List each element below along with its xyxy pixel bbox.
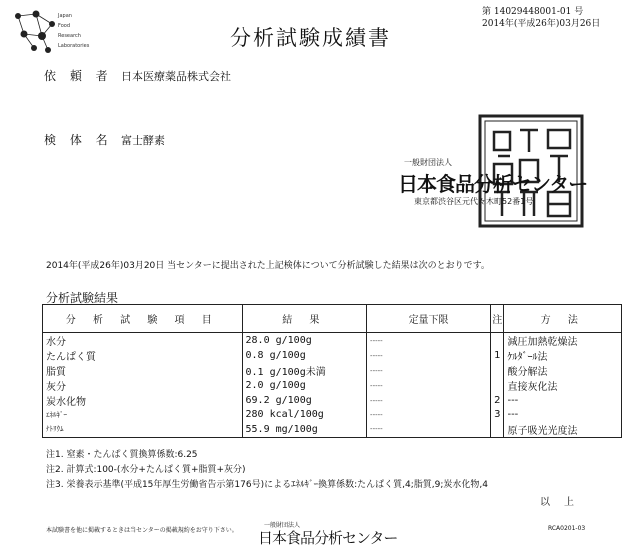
row-limit: ----- [367,348,491,363]
table-row [43,363,622,378]
client-value: 日本医療薬品株式会社 [121,70,231,83]
row-item: ｴﾈﾙｷﾞｰ [43,408,243,422]
row-item: 灰分 [43,378,243,393]
row-result: 280 kcal/100g [242,408,367,422]
row-note: 3 [491,408,504,422]
row-item: ﾅﾄﾘｳﾑ [43,422,243,438]
row-note [491,333,504,349]
row-note [491,363,504,378]
table-row [43,333,622,349]
footer-form-code: RCA0201-03 [548,525,586,532]
header-note: 注 [491,305,504,333]
document-number-block [482,6,600,30]
table-row [43,393,622,408]
footnote-3: 注3. 栄養表示基準(平成15年厚生労働省告示第176号)によるｴﾈﾙｷﾞｰ換算係数:たんぱく質,4;脂質,9;炭水化物,4 [46,480,488,490]
sample-label: 検 体 名 [44,133,113,147]
row-item: 脂質 [43,363,243,378]
row-method: --- [504,408,622,422]
table-row [43,422,622,438]
header-limit: 定量下限 [367,305,491,333]
footnote-2: 注2. 計算式:100-(水分+たんぱく質+脂質+灰分) [46,465,246,475]
footer-notice: 本試験書を他に掲載するときは当センターの掲載規約をお守り下さい。 [46,527,238,534]
header-result: 結 果 [242,305,367,333]
row-method: ｹﾙﾀﾞｰﾙ法 [504,348,622,363]
row-limit: ----- [367,363,491,378]
issuer-address: 東京都渋谷区元代々木町52番1号 [414,197,534,206]
row-item: 炭水化物 [43,393,243,408]
row-limit: ----- [367,378,491,393]
statement-text: 2014年(平成26年)03月20日 当センターに提出された上記検体について分析試験した結果は次のとおりです。 [46,261,490,271]
row-limit: ----- [367,393,491,408]
sample-value: 富士酵素 [121,134,165,147]
row-result: 0.8 g/100g [242,348,367,363]
client-label: 依 頼 者 [44,69,113,83]
table-row [43,408,622,422]
row-limit: ----- [367,422,491,438]
row-result: 69.2 g/100g [242,393,367,408]
footnote-1: 注1. 窒素・たんぱく質換算係数:6.25 [46,450,198,460]
end-mark: 以上 [540,497,588,508]
row-method: --- [504,393,622,408]
row-method: 減圧加熱乾燥法 [504,333,622,349]
logo-org-name: Japan Food Research Laboratories [58,13,90,49]
header-method: 方 法 [504,305,622,333]
row-note [491,422,504,438]
table-row [43,348,622,363]
row-note: 2 [491,393,504,408]
row-limit: ----- [367,408,491,422]
row-limit: ----- [367,333,491,349]
results-table [42,304,622,438]
row-result: 28.0 g/100g [242,333,367,349]
footer-org-name: 日本食品分析センター [258,529,398,547]
results-header-row [43,305,622,333]
document-title: 分析試験成績書 [230,26,391,50]
row-note [491,378,504,393]
table-row [43,378,622,393]
row-result: 2.0 g/100g [242,378,367,393]
issuer-type: 一般財団法人 [404,158,452,167]
document-date: 2014年(平成26年)03月26日 [482,19,601,29]
row-method: 酸分解法 [504,363,622,378]
row-method: 直接灰化法 [504,378,622,393]
issuer-name: 日本食品分析センター [398,172,588,196]
header-item: 分 析 試 験 項 目 [43,305,243,333]
document-number: 第 14029448001-01 号 [482,7,584,17]
row-method: 原子吸光光度法 [504,422,622,438]
row-result: 55.9 mg/100g [242,422,367,438]
row-item: 水分 [43,333,243,349]
row-item: たんぱく質 [43,348,243,363]
row-result: 0.1 g/100g未満 [242,363,367,378]
footer-org-type: 一般財団法人 [264,522,301,529]
results-section-title: 分析試験結果 [46,291,119,305]
row-note: 1 [491,348,504,363]
